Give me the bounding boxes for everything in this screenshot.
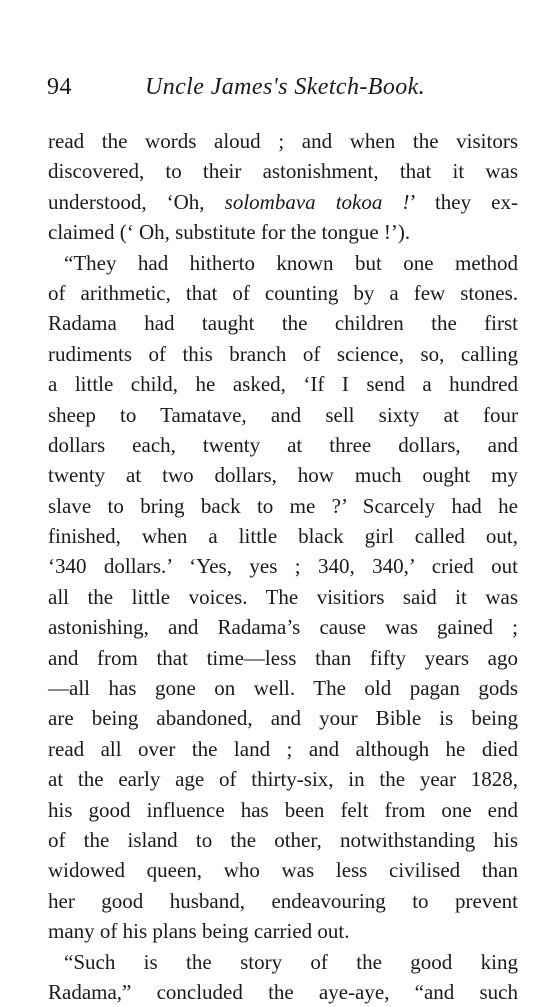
text-line: widowed queen, who was less civilised than (48, 858, 518, 883)
italic-phrase: solombava tokoa ! (224, 189, 410, 214)
text-line: “They had hitherto known but one method (64, 250, 518, 275)
text-line: —all has gone on well. The old pagan gods (48, 676, 518, 701)
text-line: sheep to Tamatave, and sell sixty at four (48, 402, 518, 427)
text-line: rudiments of this branch of science, so, calling (48, 341, 518, 366)
text-line: many of his plans being carried out. (48, 919, 350, 944)
text-line: claimed (‘ Oh, substitute for the tongue !’). (48, 220, 411, 245)
body-text (48, 126, 518, 1007)
text-line: finished, when a little black girl called out, (48, 524, 518, 549)
text-line: his good influence has been felt from one end (48, 797, 518, 822)
text-line: Radama,” concluded the aye-aye, “and such (48, 979, 518, 1004)
text-line: her good husband, endeavouring to prevent (48, 888, 518, 913)
page-header (47, 74, 517, 110)
text-line: and from that time—less than fifty years ago (48, 645, 518, 670)
text-line: twenty at two dollars, how much ought my (48, 463, 518, 488)
text-segment: understood, ‘Oh, (48, 189, 225, 214)
text-line: dollars each, twenty at three dollars, and (48, 432, 518, 457)
text-line (48, 187, 518, 217)
running-title: Uncle James's Sketch-Book. (145, 74, 426, 100)
text-line: all the little voices. The visitiors said it was (48, 584, 518, 609)
text-line: of the island to the other, notwithstanding his (48, 827, 518, 852)
text-line: at the early age of thirty-six, in the year 1828, (48, 767, 518, 792)
text-line: a little child, he asked, ‘If I send a hundred (48, 372, 518, 397)
text-segment: ’ they ex- (409, 189, 518, 214)
text-line: discovered, to their astonishment, that it was (48, 159, 518, 184)
text-line: are being abandoned, and your Bible is being (48, 706, 518, 731)
text-line: “Such is the story of the good king (64, 949, 518, 974)
text-line: Radama had taught the children the first (48, 311, 518, 336)
page-number: 94 (47, 74, 72, 100)
text-line: ‘340 dollars.’ ‘Yes, yes ; 340, 340,’ cried out (48, 554, 518, 579)
text-line: astonishing, and Radama’s cause was gained ; (48, 615, 518, 640)
text-line: read the words aloud ; and when the visitors (48, 129, 518, 153)
text-line: slave to bring back to me ?’ Scarcely had he (48, 493, 518, 518)
text-line: read all over the land ; and although he died (48, 736, 518, 761)
text-line: of arithmetic, that of counting by a few stones. (48, 280, 518, 305)
